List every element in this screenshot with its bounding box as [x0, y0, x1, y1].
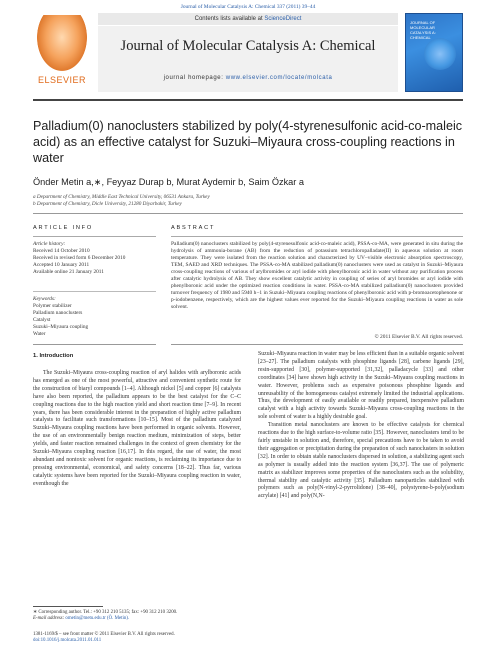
keyword-item: Suzuki–Miyaura coupling: [33, 324, 89, 330]
abstract-bottom-rule: [171, 344, 463, 345]
email-label: E-mail address:: [33, 616, 66, 621]
keyword-item: Palladium nanoclusters: [33, 310, 83, 316]
journal-cover-image: [405, 13, 463, 92]
affiliation-divider: [33, 213, 463, 214]
issn-line: 1381-1169/$ – see front matter © 2011 Elsevier B.V. All rights reserved.: [33, 632, 175, 637]
body-column-left: [33, 370, 241, 489]
history-online: Available online 21 January 2011: [33, 269, 104, 275]
abstract-text: Palladium(0) nanoclusters stabilized by poly(4-styrenesulfonic acid-co-maleic acid), PSSA-co-MA, were generated in situ during the hydrolysis of ammonia-borane (AB) from the reduction of potassium tetrachloropalladate(II) in aqueous solution at room temperature. They were isolated from the reaction solution and characterized by UV–visible electronic absorption spectroscopy, TEM, SAED and XRD techniques. The PSSA-co-MA stabilized palladium(0) nanoclusters were used as catalyst in Suzuki–Miyaura cross-coupling reactions of various of arylbromides or aryl iodide with phenylboronic acid in water without any purification process after catalytic hydrolysis of AB. They show excellent catalytic activity in coupling of series of aryl bromides or aryl iodide with phenylboronic acid under the optimized reaction conditions in water. PSSA-co-MA stabilized palladium(0) nanoclusters provided turnover frequency of 1980 and 5940 h−1 in Suzuki–Miyaura coupling reactions of phenylboronic acid with p-bromoacetophenone or p-iodobenzene, respectively, which are the highest values ever reported for the Suzuki–Miyaura coupling reactions in water as sole solvent.: [171, 241, 463, 310]
history-received: Received 14 October 2010: [33, 248, 90, 254]
homepage-link[interactable]: www.elsevier.com/locate/molcata: [225, 75, 333, 81]
elsevier-logo: [33, 13, 91, 93]
doi-line: [33, 638, 241, 644]
abstract-rule: [171, 236, 463, 237]
article-info-rule: [33, 236, 156, 237]
article-info-divider: [33, 291, 156, 292]
intro-paragraph: Transition metal nanoclusters are known to be effective catalysts for chemical reactions due to the high surface-to-volume ratio [35]. However, nanoclusters tend to be fairly unstable in solution and, therefore, special precautions have to be taken to avoid their aggregation or precipitation during the preparation of such nanoclusters in solution [32]. In order to obtain stable nanoclusters dispersed in solution, a stabilizing agent such as polymer is usually added into the reaction system [36,37]. The use of polymeric matrix as stabilizer improves some properties of the nanoclusters such as the solubility, thermal stability and catalytic activity [35]. Palladium nanoparticles stabilized with polymers such as poly(N-vinyl-2-pyrrolidone) [38–40], polystyrene-b-poly(sodium acrylate) [41] and poly(N,N-: [258, 422, 464, 500]
copyright-notice: © 2011 Elsevier B.V. All rights reserved.: [374, 334, 463, 340]
author-list: Önder Metin a,∗, Feyyaz Durap b, Murat Aydemir b, Saim Özkar a: [33, 177, 305, 187]
homepage-prefix: journal homepage:: [163, 75, 226, 81]
history-label: Article history:: [33, 241, 66, 247]
sciencedirect-link[interactable]: ScienceDirect: [264, 16, 302, 22]
article-history: [33, 241, 156, 276]
history-accepted: Accepted 10 January 2011: [33, 262, 90, 268]
cover-text: JOURNAL OF MOLECULAR CATALYSIS A: CHEMICAL: [410, 20, 436, 40]
keywords-label: Keywords:: [33, 296, 56, 302]
keyword-item: Catalyst: [33, 317, 51, 323]
journal-title-box: [98, 26, 398, 92]
footnote-rule: [33, 606, 103, 607]
corresponding-author-footnote: ∗ Corresponding author. Tel.: +90 312 210 5135; fax: +90 312 210 3200.: [33, 610, 178, 615]
elsevier-tree-icon: [37, 15, 87, 71]
intro-paragraph: The Suzuki–Miyaura cross-coupling reaction of aryl halides with arylboronic acids has emerged as one of the most powerful, attractive and convenient synthetic route for the construction of biaryl compounds [1–4]. Although nickel [5] and copper [6] catalysts have also been reported, the palladium appears to be the best catalyst for the C–C coupling reactions due to the high reaction yield and short reaction time [7–9]. In recent years, there has been considerable interest in the preparation of highly active palladium catalysts to facilitate such transformations [10–15]. Most of the palladium catalyzed Suzuki–Miyaura coupling reactions have been performed in organic solvents. However, the use of an environmentally benign reaction medium, minimization of steps, better yields, and faster reaction remained challenges in the context of green chemistry for the Suzuki–Miyaura coupling reaction [16,17]. In this regard, the use of water, the most abundant and nontoxic solvent for organic reactions, is reclaiming its importance due to pressing environmental, economical, and safety concerns [18–22]. Thus far, various catalytic systems have been reported for the Suzuki–Miyaura coupling reaction in water, eventhough the: [33, 370, 241, 487]
article-info-bottom-rule: [33, 344, 156, 345]
abstract-heading: ABSTRACT: [171, 225, 216, 231]
keyword-item: Polymer stabilizer: [33, 303, 72, 309]
keyword-item: Water: [33, 331, 46, 337]
journal-homepage: [98, 75, 398, 81]
article-title: Palladium(0) nanoclusters stabilized by poly(4-styrenesulfonic acid-co-maleic acid) as an effective catalyst for Suzuki–Miyaura cross-coupling reactions in water: [33, 119, 463, 165]
masthead-divider: [33, 99, 463, 101]
article-info-heading: ARTICLE INFO: [33, 225, 94, 231]
affiliation-b: b Department of Chemistry, Dicle University, 21280 Diyarbakir, Turkey: [33, 201, 182, 207]
publisher-logo-text: ELSEVIER: [37, 75, 87, 85]
introduction-heading: 1. Introduction: [33, 353, 74, 359]
contents-bar: [98, 13, 398, 25]
affiliation-a: a Department of Chemistry, Middle East Technical University, 06531 Ankara, Turkey: [33, 194, 210, 200]
journal-masthead: [33, 13, 463, 105]
email-link[interactable]: ometin@metu.edu.tr (Ö. Metin).: [65, 616, 130, 621]
cover-art: [424, 38, 456, 70]
journal-title: Journal of Molecular Catalysis A: Chemical: [120, 38, 376, 54]
doi-link[interactable]: doi:10.1016/j.molcata.2011.01.011: [33, 638, 102, 643]
contents-prefix: Contents lists available at: [194, 16, 265, 22]
running-head: Journal of Molecular Catalysis A: Chemical 337 (2011) 39–44: [180, 4, 316, 10]
intro-paragraph-continued: Suzuki–Miyaura reaction in water may be less efficient than in a suitable organic solvent [23–27]. The palladium catalysts with phosphine ligands [28], carbene ligands [29], resin-supported [30], polymer-supported [31,32], palladacycle [33] and other coordinates [34] have shown high activity in the Suzuki–Miyaura coupling reactions in water. However, problems such as expensive poisonous phosphine ligands and unreusability of the homogeneous catalyst extremely limited the industrial applications. Thus, the development of easily available or readily prepared, inexpensive palladium catalyst with a high activity towards Suzuki–Miyaura cross-coupling reactions in the sole solvent of water is a highly desirable goal.: [258, 351, 464, 421]
keywords-block: [33, 296, 156, 338]
body-column-right: [258, 351, 464, 501]
history-revised: Received in revised form 6 December 2010: [33, 255, 126, 261]
email-footnote: [33, 616, 241, 622]
